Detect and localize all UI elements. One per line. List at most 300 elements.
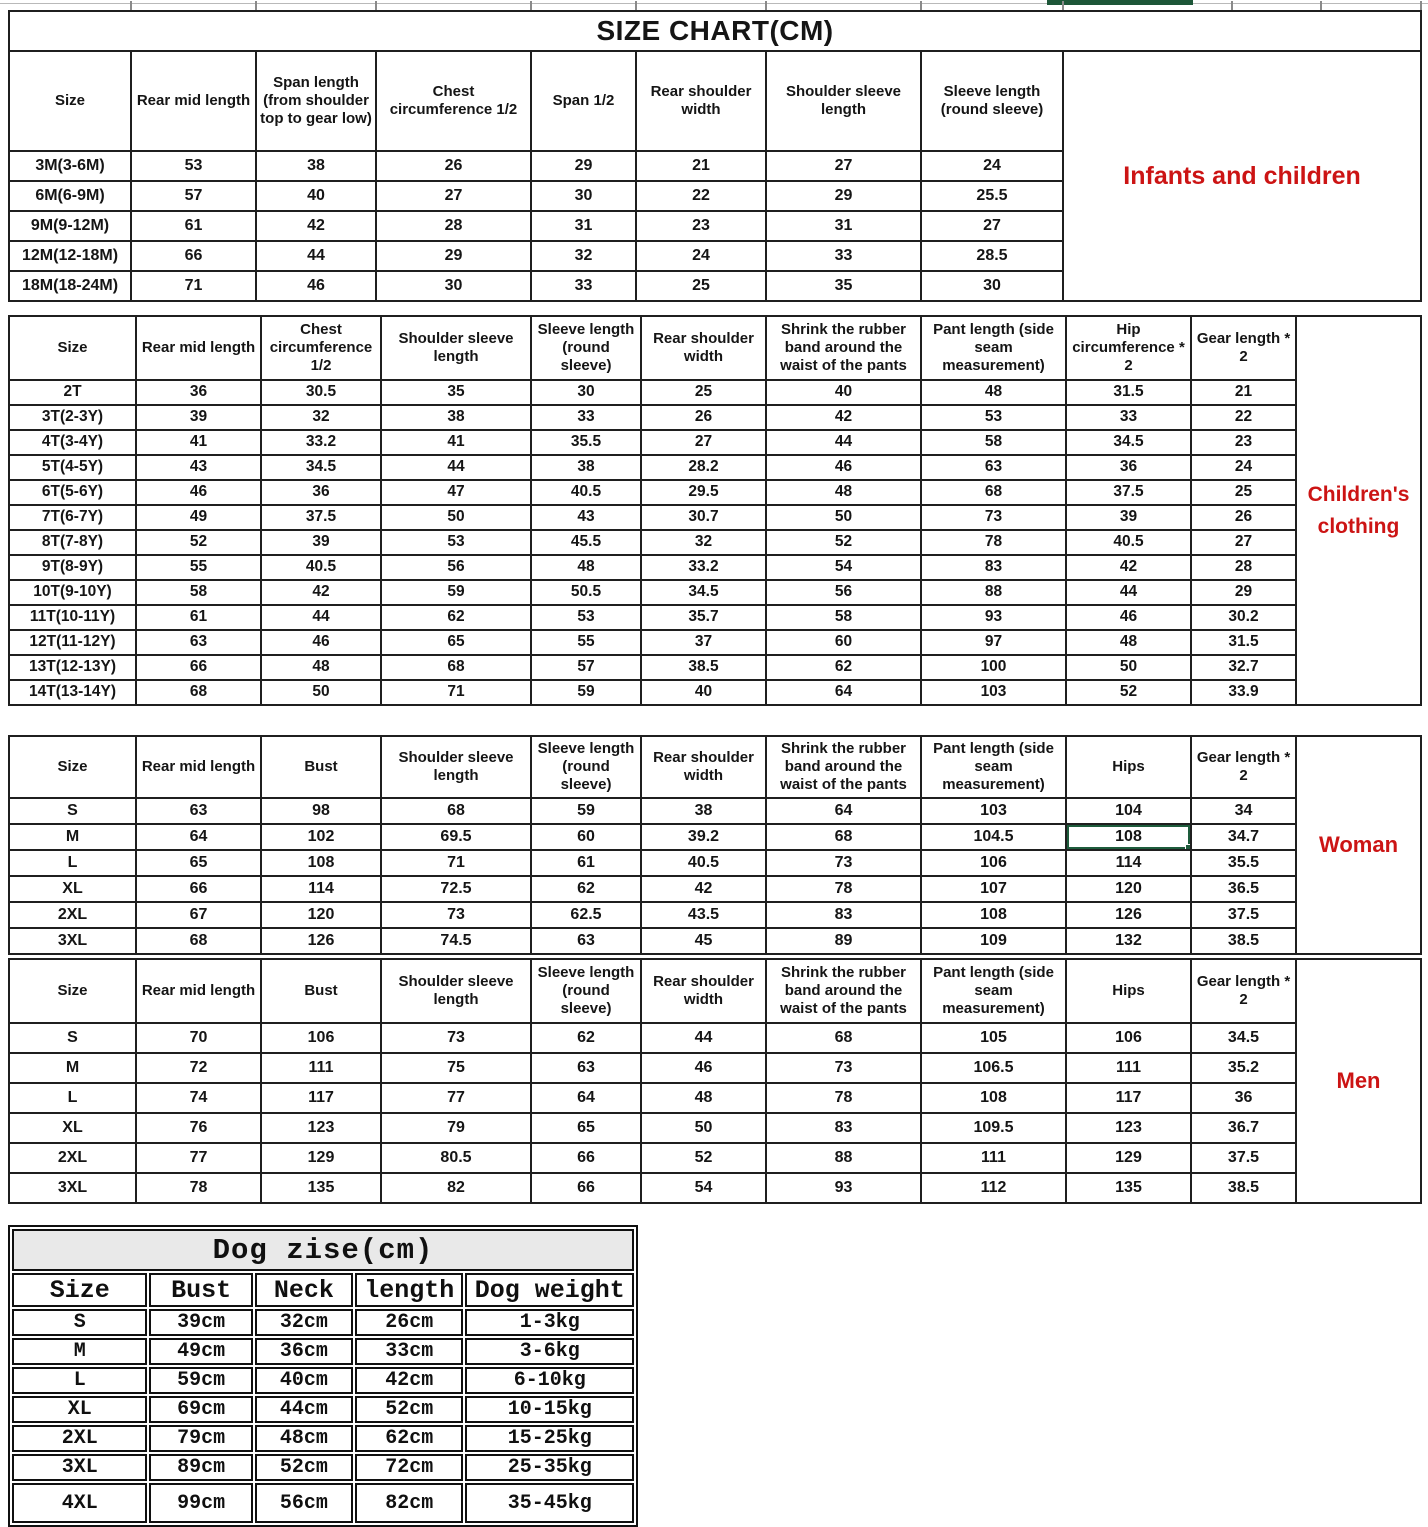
value-cell: 58 bbox=[136, 580, 261, 605]
value-cell: 31 bbox=[766, 211, 921, 241]
value-cell: 71 bbox=[381, 850, 531, 876]
value-cell: 61 bbox=[531, 850, 641, 876]
value-cell: 35 bbox=[766, 271, 921, 301]
value-cell: 56 bbox=[381, 555, 531, 580]
value-cell: 67 bbox=[136, 902, 261, 928]
value-cell: 74.5 bbox=[381, 928, 531, 954]
value-cell: 77 bbox=[381, 1083, 531, 1113]
value-cell: 32cm bbox=[255, 1309, 353, 1336]
value-cell: 30.5 bbox=[261, 380, 381, 405]
value-cell: 21 bbox=[636, 151, 766, 181]
gridline-tick bbox=[255, 1, 257, 10]
gridline-tick bbox=[130, 1, 132, 10]
value-cell: 102 bbox=[261, 824, 381, 850]
column-header: Shrink the rubber band around the waist of the pants bbox=[766, 316, 921, 380]
value-cell: 107 bbox=[921, 876, 1066, 902]
value-cell: 50.5 bbox=[531, 580, 641, 605]
value-cell: 40.5 bbox=[531, 480, 641, 505]
value-cell: 44 bbox=[766, 430, 921, 455]
value-cell: 53 bbox=[131, 151, 256, 181]
value-cell: 78 bbox=[136, 1173, 261, 1203]
size-cell: 3XL bbox=[9, 928, 136, 954]
size-cell: 2XL bbox=[12, 1425, 147, 1452]
value-cell: 72 bbox=[136, 1053, 261, 1083]
value-cell: 52 bbox=[766, 530, 921, 555]
column-header: Gear length * 2 bbox=[1191, 736, 1296, 798]
column-header: Sleeve length (round sleeve) bbox=[921, 51, 1063, 151]
value-cell: 43 bbox=[531, 505, 641, 530]
value-cell: 62 bbox=[381, 605, 531, 630]
value-cell: 68 bbox=[381, 655, 531, 680]
size-cell: S bbox=[12, 1309, 147, 1336]
value-cell: 36cm bbox=[255, 1338, 353, 1365]
value-cell: 106 bbox=[921, 850, 1066, 876]
value-cell: 78 bbox=[766, 876, 921, 902]
value-cell: 42 bbox=[261, 580, 381, 605]
value-cell: 48 bbox=[1066, 630, 1191, 655]
value-cell: 103 bbox=[921, 798, 1066, 824]
value-cell: 56 bbox=[766, 580, 921, 605]
column-header: Rear mid length bbox=[136, 959, 261, 1023]
value-cell: 42 bbox=[1066, 555, 1191, 580]
value-cell: 117 bbox=[1066, 1083, 1191, 1113]
value-cell: 27 bbox=[641, 430, 766, 455]
value-cell: 117 bbox=[261, 1083, 381, 1113]
column-header: Bust bbox=[261, 959, 381, 1023]
value-cell: 53 bbox=[381, 530, 531, 555]
size-cell: L bbox=[9, 1083, 136, 1113]
value-cell: 29.5 bbox=[641, 480, 766, 505]
value-cell: 105 bbox=[921, 1023, 1066, 1053]
value-cell: 54 bbox=[641, 1173, 766, 1203]
value-cell: 63 bbox=[136, 630, 261, 655]
value-cell: 39 bbox=[136, 405, 261, 430]
value-cell: 60 bbox=[766, 630, 921, 655]
value-cell: 88 bbox=[766, 1143, 921, 1173]
value-cell: 72.5 bbox=[381, 876, 531, 902]
value-cell: 37.5 bbox=[261, 505, 381, 530]
column-header: Rear shoulder width bbox=[641, 959, 766, 1023]
column-header: Dog weight bbox=[465, 1273, 634, 1307]
infants-group-label: Infants and children bbox=[1063, 51, 1421, 301]
value-cell: 36.5 bbox=[1191, 876, 1296, 902]
value-cell: 109 bbox=[921, 928, 1066, 954]
value-cell: 68 bbox=[136, 680, 261, 705]
value-cell: 73 bbox=[921, 505, 1066, 530]
value-cell: 71 bbox=[131, 271, 256, 301]
value-cell: 36 bbox=[1066, 455, 1191, 480]
value-cell: 24 bbox=[1191, 455, 1296, 480]
value-cell: 108 bbox=[261, 850, 381, 876]
value-cell: 64 bbox=[766, 680, 921, 705]
column-header: Rear mid length bbox=[131, 51, 256, 151]
value-cell: 65 bbox=[531, 1113, 641, 1143]
value-cell: 40.5 bbox=[1066, 530, 1191, 555]
value-cell: 104.5 bbox=[921, 824, 1066, 850]
gridline-tick bbox=[1320, 1, 1322, 10]
value-cell: 63 bbox=[531, 1053, 641, 1083]
value-cell: 28.5 bbox=[921, 241, 1063, 271]
value-cell: 114 bbox=[1066, 850, 1191, 876]
value-cell: 32 bbox=[531, 241, 636, 271]
value-cell: 29 bbox=[376, 241, 531, 271]
value-cell: 34.5 bbox=[1191, 1023, 1296, 1053]
value-cell: 29 bbox=[1191, 580, 1296, 605]
column-header: Shoulder sleeve length bbox=[766, 51, 921, 151]
column-header: Sleeve length (round sleeve) bbox=[531, 959, 641, 1023]
column-header: Size bbox=[12, 1273, 147, 1307]
value-cell: 48 bbox=[531, 555, 641, 580]
dog-table-title: Dog zise(cm) bbox=[12, 1229, 634, 1271]
value-cell: 123 bbox=[1066, 1113, 1191, 1143]
size-cell: XL bbox=[12, 1396, 147, 1423]
value-cell: 27 bbox=[376, 181, 531, 211]
column-header: Rear shoulder width bbox=[641, 316, 766, 380]
size-cell: 13T(12-13Y) bbox=[9, 655, 136, 680]
value-cell: 66 bbox=[136, 655, 261, 680]
value-cell: 62 bbox=[766, 655, 921, 680]
column-header: Sleeve length (round sleeve) bbox=[531, 316, 641, 380]
dog-size-table bbox=[8, 1225, 638, 1527]
value-cell: 36 bbox=[1191, 1083, 1296, 1113]
value-cell: 106 bbox=[1066, 1023, 1191, 1053]
value-cell: 29 bbox=[531, 151, 636, 181]
value-cell: 40.5 bbox=[261, 555, 381, 580]
value-cell: 22 bbox=[1191, 405, 1296, 430]
value-cell: 89cm bbox=[149, 1454, 252, 1481]
gridline-tick bbox=[1062, 1, 1064, 10]
value-cell: 36 bbox=[261, 480, 381, 505]
gridline-tick bbox=[765, 1, 767, 10]
value-cell: 50 bbox=[766, 505, 921, 530]
value-cell: 57 bbox=[131, 181, 256, 211]
value-cell: 79cm bbox=[149, 1425, 252, 1452]
value-cell: 34.5 bbox=[261, 455, 381, 480]
value-cell: 83 bbox=[766, 902, 921, 928]
column-header: Hips bbox=[1066, 736, 1191, 798]
value-cell: 71 bbox=[381, 680, 531, 705]
value-cell: 79 bbox=[381, 1113, 531, 1143]
value-cell: 52 bbox=[641, 1143, 766, 1173]
size-cell: 14T(13-14Y) bbox=[9, 680, 136, 705]
woman-size-table bbox=[8, 735, 1422, 955]
column-header: Pant length (side seam measurement) bbox=[921, 316, 1066, 380]
value-cell: 28 bbox=[1191, 555, 1296, 580]
value-cell: 1-3kg bbox=[465, 1309, 634, 1336]
value-cell: 82 bbox=[381, 1173, 531, 1203]
column-header: Span 1/2 bbox=[531, 51, 636, 151]
value-cell: 39cm bbox=[149, 1309, 252, 1336]
value-cell: 59cm bbox=[149, 1367, 252, 1394]
value-cell: 39 bbox=[261, 530, 381, 555]
value-cell: 40 bbox=[766, 380, 921, 405]
size-cell: 2XL bbox=[9, 902, 136, 928]
value-cell: 106.5 bbox=[921, 1053, 1066, 1083]
value-cell: 25 bbox=[636, 271, 766, 301]
value-cell: 44 bbox=[256, 241, 376, 271]
column-header: Rear mid length bbox=[136, 316, 261, 380]
column-header: Gear length * 2 bbox=[1191, 959, 1296, 1023]
value-cell: 61 bbox=[131, 211, 256, 241]
value-cell: 40 bbox=[641, 680, 766, 705]
value-cell: 33.2 bbox=[261, 430, 381, 455]
value-cell: 64 bbox=[766, 798, 921, 824]
value-cell: 73 bbox=[381, 1023, 531, 1053]
value-cell: 63 bbox=[531, 928, 641, 954]
value-cell: 27 bbox=[766, 151, 921, 181]
value-cell: 49cm bbox=[149, 1338, 252, 1365]
value-cell: 22 bbox=[636, 181, 766, 211]
value-cell: 27 bbox=[921, 211, 1063, 241]
value-cell: 120 bbox=[1066, 876, 1191, 902]
value-cell: 26 bbox=[641, 405, 766, 430]
value-cell: 25 bbox=[641, 380, 766, 405]
value-cell: 126 bbox=[1066, 902, 1191, 928]
column-header: Shrink the rubber band around the waist of the pants bbox=[766, 736, 921, 798]
value-cell: 33.9 bbox=[1191, 680, 1296, 705]
value-cell: 68 bbox=[921, 480, 1066, 505]
value-cell: 64 bbox=[136, 824, 261, 850]
value-cell: 76 bbox=[136, 1113, 261, 1143]
value-cell: 25 bbox=[1191, 480, 1296, 505]
value-cell: 10-15kg bbox=[465, 1396, 634, 1423]
value-cell: 108 bbox=[921, 902, 1066, 928]
size-cell: L bbox=[9, 850, 136, 876]
size-cell: 3XL bbox=[9, 1173, 136, 1203]
size-cell: 18M(18-24M) bbox=[9, 271, 131, 301]
value-cell: 35.2 bbox=[1191, 1053, 1296, 1083]
value-cell: 26 bbox=[1191, 505, 1296, 530]
column-header: Shoulder sleeve length bbox=[381, 736, 531, 798]
size-cell: 4T(3-4Y) bbox=[9, 430, 136, 455]
value-cell: 24 bbox=[636, 241, 766, 271]
column-header: Size bbox=[9, 316, 136, 380]
gridline-tick bbox=[1420, 1, 1422, 10]
value-cell: 30 bbox=[376, 271, 531, 301]
value-cell: 58 bbox=[921, 430, 1066, 455]
value-cell: 69.5 bbox=[381, 824, 531, 850]
value-cell: 23 bbox=[636, 211, 766, 241]
value-cell: 35-45kg bbox=[465, 1483, 634, 1523]
value-cell: 68 bbox=[766, 824, 921, 850]
value-cell: 30 bbox=[531, 181, 636, 211]
value-cell: 42cm bbox=[355, 1367, 463, 1394]
value-cell: 44cm bbox=[255, 1396, 353, 1423]
value-cell: 44 bbox=[1066, 580, 1191, 605]
value-cell: 45.5 bbox=[531, 530, 641, 555]
value-cell: 48cm bbox=[255, 1425, 353, 1452]
column-header: Gear length * 2 bbox=[1191, 316, 1296, 380]
value-cell: 33 bbox=[531, 271, 636, 301]
value-cell: 35.5 bbox=[531, 430, 641, 455]
value-cell: 64 bbox=[531, 1083, 641, 1113]
value-cell: 98 bbox=[261, 798, 381, 824]
value-cell: 30 bbox=[531, 380, 641, 405]
value-cell: 62 bbox=[531, 876, 641, 902]
value-cell: 135 bbox=[261, 1173, 381, 1203]
column-header: Shrink the rubber band around the waist of the pants bbox=[766, 959, 921, 1023]
value-cell: 33 bbox=[1066, 405, 1191, 430]
value-cell: 39 bbox=[1066, 505, 1191, 530]
value-cell: 100 bbox=[921, 655, 1066, 680]
value-cell: 63 bbox=[921, 455, 1066, 480]
value-cell: 34.5 bbox=[641, 580, 766, 605]
value-cell: 93 bbox=[921, 605, 1066, 630]
value-cell: 24 bbox=[921, 151, 1063, 181]
value-cell: 72cm bbox=[355, 1454, 463, 1481]
value-cell: 132 bbox=[1066, 928, 1191, 954]
value-cell: 97 bbox=[921, 630, 1066, 655]
children-group-label: Children's clothing bbox=[1296, 316, 1421, 705]
value-cell: 44 bbox=[261, 605, 381, 630]
column-header: Rear mid length bbox=[136, 736, 261, 798]
value-cell: 135 bbox=[1066, 1173, 1191, 1203]
value-cell: 108 bbox=[1066, 824, 1191, 850]
size-cell: 9M(9-12M) bbox=[9, 211, 131, 241]
value-cell: 15-25kg bbox=[465, 1425, 634, 1452]
size-cell: XL bbox=[9, 876, 136, 902]
value-cell: 59 bbox=[381, 580, 531, 605]
size-cell: 10T(9-10Y) bbox=[9, 580, 136, 605]
gridline-rule bbox=[0, 3, 1428, 4]
value-cell: 37.5 bbox=[1066, 480, 1191, 505]
gridline-tick bbox=[635, 1, 637, 10]
value-cell: 46 bbox=[1066, 605, 1191, 630]
value-cell: 59 bbox=[531, 798, 641, 824]
value-cell: 62 bbox=[531, 1023, 641, 1053]
value-cell: 68 bbox=[136, 928, 261, 954]
value-cell: 68 bbox=[381, 798, 531, 824]
value-cell: 48 bbox=[921, 380, 1066, 405]
value-cell: 52 bbox=[1066, 680, 1191, 705]
value-cell: 37 bbox=[641, 630, 766, 655]
value-cell: 40 bbox=[256, 181, 376, 211]
value-cell: 30 bbox=[921, 271, 1063, 301]
value-cell: 83 bbox=[921, 555, 1066, 580]
value-cell: 3-6kg bbox=[465, 1338, 634, 1365]
value-cell: 23 bbox=[1191, 430, 1296, 455]
value-cell: 129 bbox=[261, 1143, 381, 1173]
value-cell: 56cm bbox=[255, 1483, 353, 1523]
gridline-tick bbox=[375, 1, 377, 10]
size-cell: 7T(6-7Y) bbox=[9, 505, 136, 530]
value-cell: 73 bbox=[766, 850, 921, 876]
value-cell: 59 bbox=[531, 680, 641, 705]
value-cell: 33.2 bbox=[641, 555, 766, 580]
gridline-tick bbox=[530, 1, 532, 10]
column-header: Rear shoulder width bbox=[641, 736, 766, 798]
value-cell: 33 bbox=[531, 405, 641, 430]
men-size-table bbox=[8, 958, 1422, 1204]
value-cell: 126 bbox=[261, 928, 381, 954]
value-cell: 34.7 bbox=[1191, 824, 1296, 850]
value-cell: 68 bbox=[766, 1023, 921, 1053]
column-header: Hips bbox=[1066, 959, 1191, 1023]
column-header: Chest circumference 1/2 bbox=[376, 51, 531, 151]
size-cell: 9T(8-9Y) bbox=[9, 555, 136, 580]
value-cell: 39.2 bbox=[641, 824, 766, 850]
size-cell: 6T(5-6Y) bbox=[9, 480, 136, 505]
size-cell: M bbox=[9, 824, 136, 850]
column-header: Rear shoulder width bbox=[636, 51, 766, 151]
value-cell: 25.5 bbox=[921, 181, 1063, 211]
value-cell: 88 bbox=[921, 580, 1066, 605]
value-cell: 35.7 bbox=[641, 605, 766, 630]
column-header: Pant length (side seam measurement) bbox=[921, 959, 1066, 1023]
value-cell: 48 bbox=[641, 1083, 766, 1113]
value-cell: 55 bbox=[136, 555, 261, 580]
value-cell: 34.5 bbox=[1066, 430, 1191, 455]
value-cell: 38.5 bbox=[1191, 1173, 1296, 1203]
value-cell: 35.5 bbox=[1191, 850, 1296, 876]
value-cell: 104 bbox=[1066, 798, 1191, 824]
value-cell: 50 bbox=[261, 680, 381, 705]
value-cell: 38 bbox=[641, 798, 766, 824]
selection-indicator-bar bbox=[1047, 0, 1193, 5]
size-cell: 3T(2-3Y) bbox=[9, 405, 136, 430]
value-cell: 66 bbox=[131, 241, 256, 271]
value-cell: 111 bbox=[921, 1143, 1066, 1173]
value-cell: 108 bbox=[921, 1083, 1066, 1113]
value-cell: 66 bbox=[531, 1143, 641, 1173]
size-cell: 2XL bbox=[9, 1143, 136, 1173]
value-cell: 89 bbox=[766, 928, 921, 954]
size-cell: 2T bbox=[9, 380, 136, 405]
value-cell: 26 bbox=[376, 151, 531, 181]
value-cell: 46 bbox=[766, 455, 921, 480]
value-cell: 28 bbox=[376, 211, 531, 241]
column-header: Bust bbox=[261, 736, 381, 798]
value-cell: 26cm bbox=[355, 1309, 463, 1336]
value-cell: 46 bbox=[136, 480, 261, 505]
value-cell: 43.5 bbox=[641, 902, 766, 928]
value-cell: 29 bbox=[766, 181, 921, 211]
value-cell: 45 bbox=[641, 928, 766, 954]
value-cell: 31.5 bbox=[1191, 630, 1296, 655]
size-cell: 8T(7-8Y) bbox=[9, 530, 136, 555]
value-cell: 27 bbox=[1191, 530, 1296, 555]
value-cell: 66 bbox=[531, 1173, 641, 1203]
value-cell: 120 bbox=[261, 902, 381, 928]
column-header: length bbox=[355, 1273, 463, 1307]
value-cell: 44 bbox=[381, 455, 531, 480]
value-cell: 80.5 bbox=[381, 1143, 531, 1173]
value-cell: 50 bbox=[641, 1113, 766, 1143]
value-cell: 52 bbox=[136, 530, 261, 555]
value-cell: 37.5 bbox=[1191, 1143, 1296, 1173]
size-cell: 5T(4-5Y) bbox=[9, 455, 136, 480]
value-cell: 33 bbox=[766, 241, 921, 271]
value-cell: 30.2 bbox=[1191, 605, 1296, 630]
column-header: Bust bbox=[149, 1273, 252, 1307]
size-cell: 12M(12-18M) bbox=[9, 241, 131, 271]
size-cell: S bbox=[9, 798, 136, 824]
woman-group-label: Woman bbox=[1296, 736, 1421, 954]
value-cell: 40cm bbox=[255, 1367, 353, 1394]
value-cell: 77 bbox=[136, 1143, 261, 1173]
column-header: Shoulder sleeve length bbox=[381, 316, 531, 380]
value-cell: 38 bbox=[381, 405, 531, 430]
value-cell: 58 bbox=[766, 605, 921, 630]
value-cell: 38.5 bbox=[1191, 928, 1296, 954]
value-cell: 40.5 bbox=[641, 850, 766, 876]
size-cell: M bbox=[9, 1053, 136, 1083]
value-cell: 32 bbox=[641, 530, 766, 555]
value-cell: 78 bbox=[921, 530, 1066, 555]
value-cell: 46 bbox=[641, 1053, 766, 1083]
value-cell: 31.5 bbox=[1066, 380, 1191, 405]
value-cell: 53 bbox=[921, 405, 1066, 430]
